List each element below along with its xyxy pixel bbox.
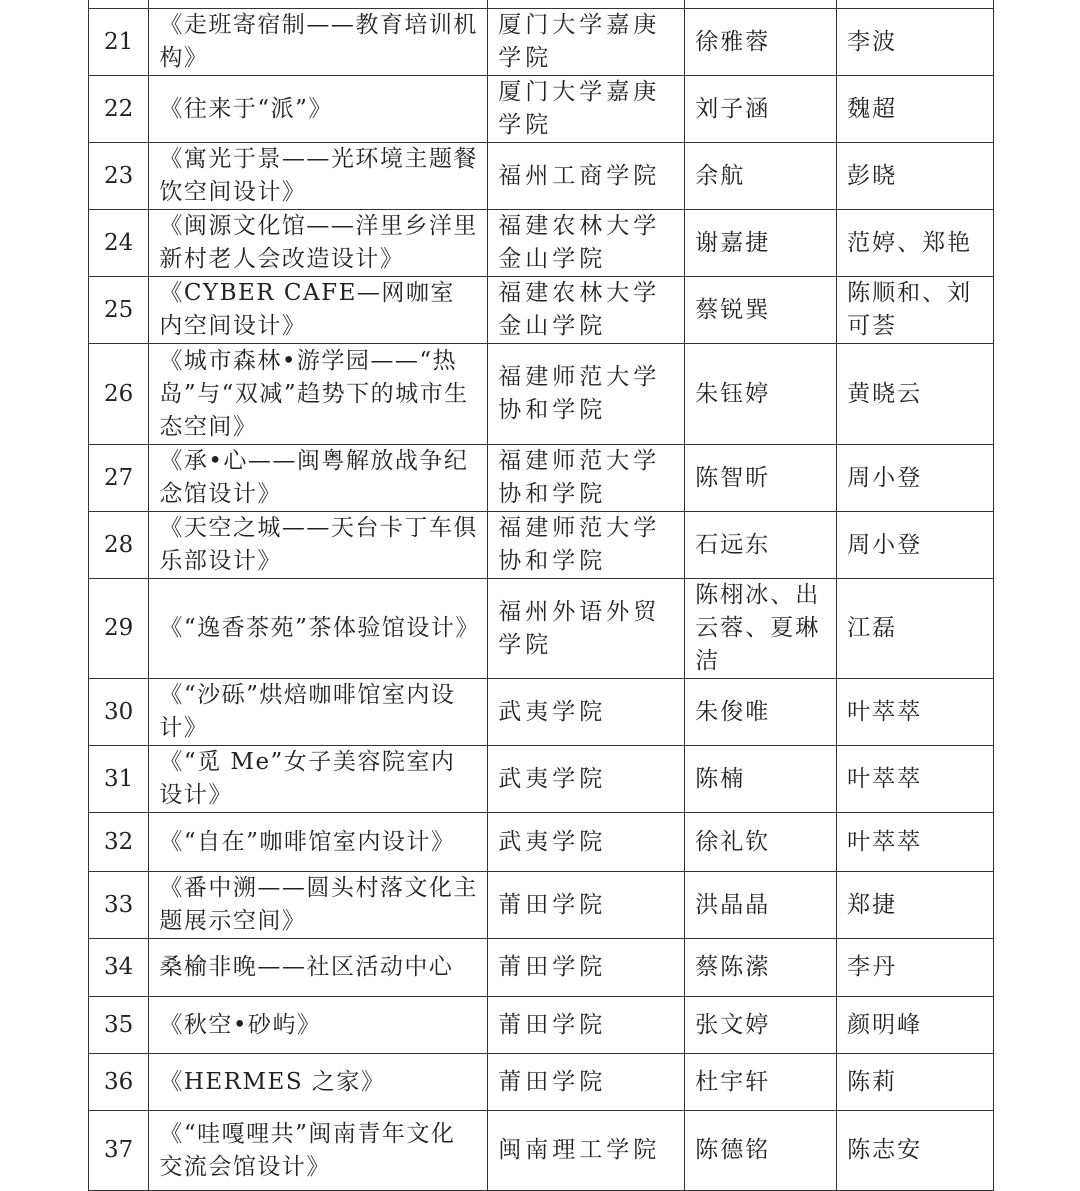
author-name: 朱钰婷 — [685, 344, 837, 445]
advisor-name: 颜明峰 — [837, 997, 994, 1054]
school-name — [488, 0, 685, 9]
row-number: 28 — [89, 512, 149, 579]
school-name: 福建师范大学协和学院 — [488, 344, 685, 445]
author-name: 刘子涵 — [685, 76, 837, 143]
row-number: 25 — [89, 277, 149, 344]
work-title: 《闽源文化馆——洋里乡洋里新村老人会改造设计》 — [149, 210, 488, 277]
school-name: 厦门大学嘉庚学院 — [488, 9, 685, 76]
row-number: 36 — [89, 1054, 149, 1111]
row-number: 35 — [89, 997, 149, 1054]
row-number: 22 — [89, 76, 149, 143]
advisor-name: 彭晓 — [837, 143, 994, 210]
table-row — [89, 210, 994, 277]
school-name: 武夷学院 — [488, 746, 685, 813]
advisor-name: 周小登 — [837, 445, 994, 512]
row-number — [89, 0, 149, 9]
school-name: 福建农林大学金山学院 — [488, 277, 685, 344]
author-name: 张文婷 — [685, 997, 837, 1054]
table-row — [89, 997, 994, 1054]
work-title: 《走班寄宿制——教育培训机构》 — [149, 9, 488, 76]
school-name: 闽南理工学院 — [488, 1111, 685, 1191]
author-name: 石远东 — [685, 512, 837, 579]
author-name: 蔡陈潆 — [685, 939, 837, 997]
table-row — [89, 0, 994, 9]
author-name: 杜宇轩 — [685, 1054, 837, 1111]
author-name: 蔡锐巽 — [685, 277, 837, 344]
table-row — [89, 746, 994, 813]
advisor-name: 江磊 — [837, 579, 994, 679]
row-number: 34 — [89, 939, 149, 997]
school-name: 福建农林大学金山学院 — [488, 210, 685, 277]
work-title: 《秋空•砂屿》 — [149, 997, 488, 1054]
row-number: 26 — [89, 344, 149, 445]
row-number: 37 — [89, 1111, 149, 1191]
table-row — [89, 813, 994, 872]
author-name: 余航 — [685, 143, 837, 210]
row-number: 30 — [89, 679, 149, 746]
author-name: 陈德铭 — [685, 1111, 837, 1191]
row-number: 33 — [89, 872, 149, 939]
work-title — [149, 0, 488, 9]
table-row — [89, 76, 994, 143]
advisor-name: 李丹 — [837, 939, 994, 997]
advisor-name: 魏超 — [837, 76, 994, 143]
author-name: 朱俊唯 — [685, 679, 837, 746]
work-title: 桑榆非晚——社区活动中心 — [149, 939, 488, 997]
author-name: 陈智昕 — [685, 445, 837, 512]
school-name: 福州工商学院 — [488, 143, 685, 210]
award-list-table — [88, 0, 994, 1191]
school-name: 福建师范大学协和学院 — [488, 445, 685, 512]
school-name: 福州外语外贸学院 — [488, 579, 685, 679]
work-title: 《往来于“派”》 — [149, 76, 488, 143]
work-title: 《HERMES 之家》 — [149, 1054, 488, 1111]
row-number: 31 — [89, 746, 149, 813]
work-title: 《CYBER CAFE—网咖室内空间设计》 — [149, 277, 488, 344]
work-title: 《“逸香茶苑”茶体验馆设计》 — [149, 579, 488, 679]
author-name: 陈栩冰、出云蓉、夏琳洁 — [685, 579, 837, 679]
work-title: 《“沙砾”烘焙咖啡馆室内设计》 — [149, 679, 488, 746]
school-name: 武夷学院 — [488, 679, 685, 746]
table-row — [89, 1054, 994, 1111]
table-row — [89, 512, 994, 579]
table-row — [89, 143, 994, 210]
author-name: 谢嘉捷 — [685, 210, 837, 277]
table-row — [89, 1111, 994, 1191]
school-name: 莆田学院 — [488, 1054, 685, 1111]
table-row — [89, 9, 994, 76]
advisor-name: 郑捷 — [837, 872, 994, 939]
advisor-name: 范婷、郑艳 — [837, 210, 994, 277]
work-title: 《“觅 Me”女子美容院室内设计》 — [149, 746, 488, 813]
advisor-name: 叶萃萃 — [837, 813, 994, 872]
school-name: 莆田学院 — [488, 997, 685, 1054]
advisor-name: 陈莉 — [837, 1054, 994, 1111]
row-number: 29 — [89, 579, 149, 679]
work-title: 《番中溯——圆头村落文化主题展示空间》 — [149, 872, 488, 939]
school-name: 福建师范大学协和学院 — [488, 512, 685, 579]
advisor-name: 叶萃萃 — [837, 679, 994, 746]
work-title: 《天空之城——天台卡丁车俱乐部设计》 — [149, 512, 488, 579]
author-name: 陈楠 — [685, 746, 837, 813]
work-title: 《“哇嘎哩共”闽南青年文化交流会馆设计》 — [149, 1111, 488, 1191]
work-title: 《承•心——闽粤解放战争纪念馆设计》 — [149, 445, 488, 512]
author-name — [685, 0, 837, 9]
table-row — [89, 679, 994, 746]
school-name: 厦门大学嘉庚学院 — [488, 76, 685, 143]
advisor-name: 陈顺和、刘可荟 — [837, 277, 994, 344]
advisor-name: 周小登 — [837, 512, 994, 579]
table-row — [89, 579, 994, 679]
table-row — [89, 344, 994, 445]
work-title: 《寓光于景——光环境主题餐饮空间设计》 — [149, 143, 488, 210]
row-number: 21 — [89, 9, 149, 76]
table-row — [89, 277, 994, 344]
row-number: 32 — [89, 813, 149, 872]
row-number: 27 — [89, 445, 149, 512]
advisor-name: 陈志安 — [837, 1111, 994, 1191]
table-row — [89, 445, 994, 512]
table-row — [89, 939, 994, 997]
work-title: 《“自在”咖啡馆室内设计》 — [149, 813, 488, 872]
advisor-name: 黄晓云 — [837, 344, 994, 445]
school-name: 莆田学院 — [488, 872, 685, 939]
author-name: 洪晶晶 — [685, 872, 837, 939]
author-name: 徐礼钦 — [685, 813, 837, 872]
school-name: 武夷学院 — [488, 813, 685, 872]
advisor-name — [837, 0, 994, 9]
row-number: 23 — [89, 143, 149, 210]
author-name: 徐雅蓉 — [685, 9, 837, 76]
row-number: 24 — [89, 210, 149, 277]
school-name: 莆田学院 — [488, 939, 685, 997]
advisor-name: 叶萃萃 — [837, 746, 994, 813]
work-title: 《城市森林•游学园——“热岛”与“双减”趋势下的城市生态空间》 — [149, 344, 488, 445]
advisor-name: 李波 — [837, 9, 994, 76]
table-row — [89, 872, 994, 939]
